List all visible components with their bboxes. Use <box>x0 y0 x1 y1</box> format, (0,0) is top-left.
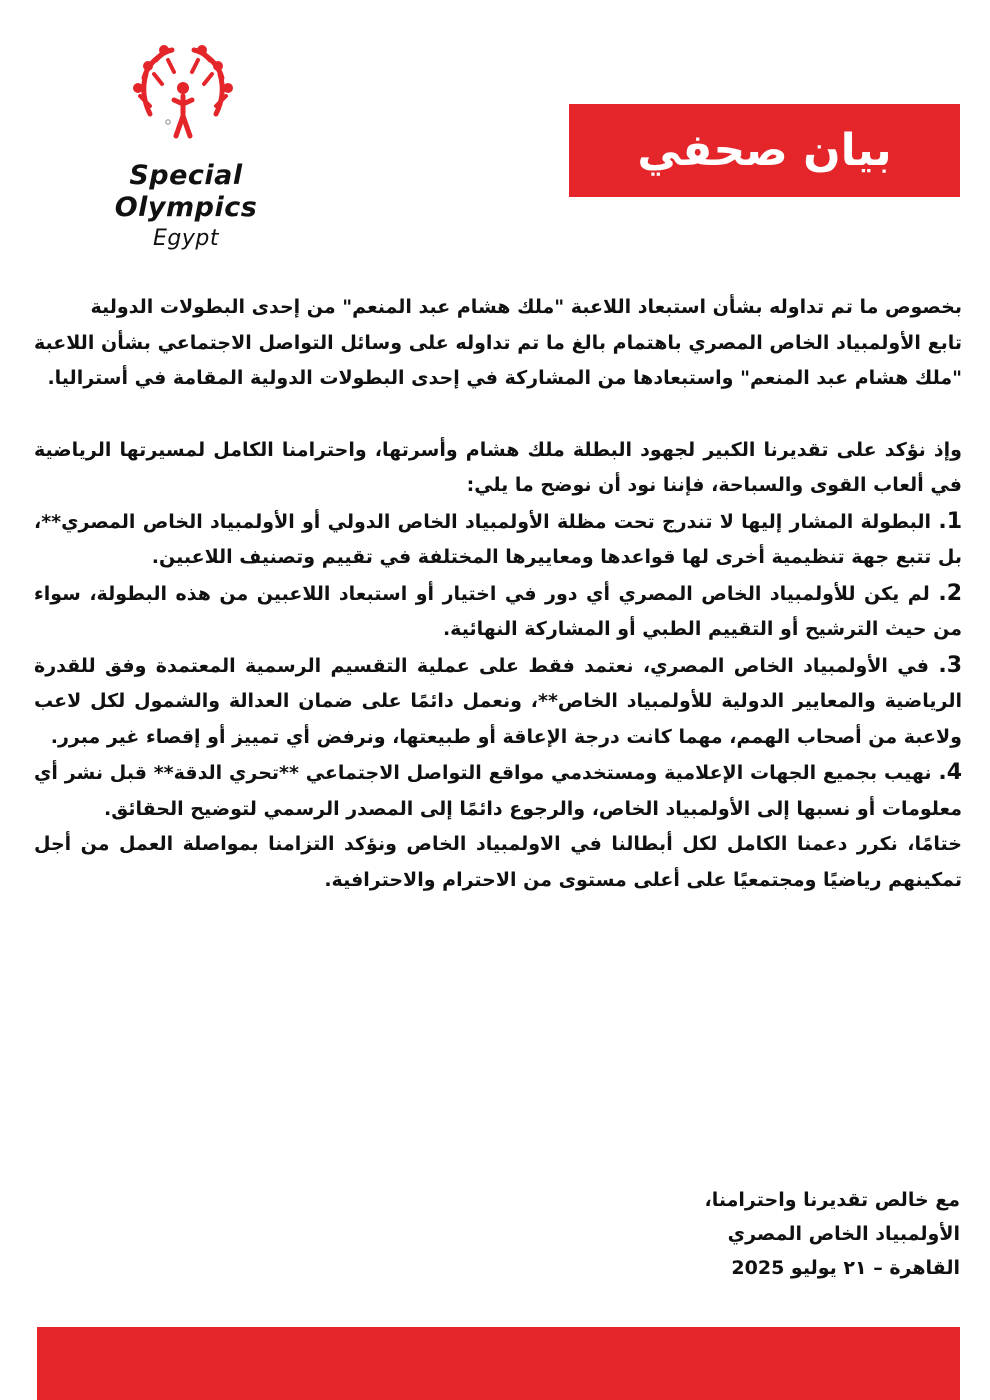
list-item <box>34 755 962 827</box>
list-item-text: في الأولمبياد الخاص المصري، نعتمد فقط على عملية التقسيم الرسمية المعتمدة وفق للقدرة الرياضية والمعايير الدولية للأولمبياد الخاص**، ونعمل دائمًا على ضمان العدالة والشمول لكل لاعب ولاعبة من أصحاب الهمم، مهما كانت درجة الإعاقة أو طبيعتها، ونرفض أي تمييز أو إقصاء غير مبرر. <box>34 654 962 748</box>
paragraph-spacer <box>34 397 962 433</box>
press-release-banner <box>569 104 960 197</box>
conclusion-paragraph: ختامًا، نكرر دعمنا الكامل لكل أبطالنا في الاولمبياد الخاص ونؤكد التزامنا بمواصلة العمل من أجل تمكينهم رياضيًا ومجتمعيًا على أعلى مستوى من الاحترام والاحترافية. <box>34 833 962 891</box>
logo-text-special: Special <box>129 160 243 191</box>
closing-place-date: القاهرة – ٢١ يوليو 2025 <box>731 1257 960 1279</box>
logo-text-egypt: Egypt <box>153 226 219 251</box>
list-item-number: 4. <box>938 760 962 785</box>
list-item <box>34 648 962 756</box>
list-item-text: البطولة المشار إليها لا تندرج تحت مظلة الأولمبياد الخاص الدولي أو الأولمبياد الخاص المصري**، بل تتبع جهة تنظيمية أخرى لها قواعدها ومعاييرها المختلفة في تقييم وتصنيف اللاعبين. <box>34 510 962 568</box>
list-item-number: 3. <box>938 652 962 678</box>
signature-block <box>705 1183 960 1285</box>
list-item <box>34 504 962 576</box>
statement-body <box>34 290 962 898</box>
organization-logo <box>96 44 276 264</box>
banner-title: بيان صحفي <box>637 125 892 176</box>
list-item-text: لم يكن للأولمبياد الخاص المصري أي دور في اختيار أو استبعاد اللاعبين من هذه البطولة، سواء من حيث الترشيح أو التقييم الطبي أو المشاركة النهائية. <box>34 582 962 640</box>
list-item <box>34 576 962 648</box>
footer-bar <box>37 1327 960 1400</box>
list-item-text: نهيب بجميع الجهات الإعلامية ومستخدمي مواقع التواصل الاجتماعي **تحري الدقة** قبل نشر أي معلومات أو نسبها إلى الأولمبياد الخاص، والرجوع دائمًا إلى المصدر الرسمي لتوضيح الحقائق. <box>34 762 962 820</box>
intro-heading: بخصوص ما تم تداوله بشأن استبعاد اللاعبة "ملك هشام عبد المنعم" من إحدى البطولات الدولية <box>90 296 962 318</box>
closing-greeting: مع خالص تقديرنا واحترامنا، <box>704 1189 960 1211</box>
intro-paragraph: تابع الأولمبياد الخاص المصري باهتمام بالغ ما تم تداوله على وسائل التواصل الاجتماعي بشأن اللاعبة "ملك هشام عبد المنعم" واستبعادها من المشاركة في إحدى البطولات الدولية المقامة في أستراليا. <box>34 331 962 389</box>
appreciation-paragraph: وإذ نؤكد على تقديرنا الكبير لجهود البطلة ملك هشام وأسرتها، واحترامنا الكامل لمسيرتها الرياضية في ألعاب القوى والسباحة، فإننا نود أن نوضح ما يلي: <box>34 438 962 496</box>
list-item-number: 1. <box>938 508 962 534</box>
list-item-number: 2. <box>938 580 962 606</box>
special-olympics-logo-icon <box>128 44 238 154</box>
closing-organization: الأولمبياد الخاص المصري <box>727 1223 960 1245</box>
logo-text-olympics: Olympics <box>114 192 258 223</box>
